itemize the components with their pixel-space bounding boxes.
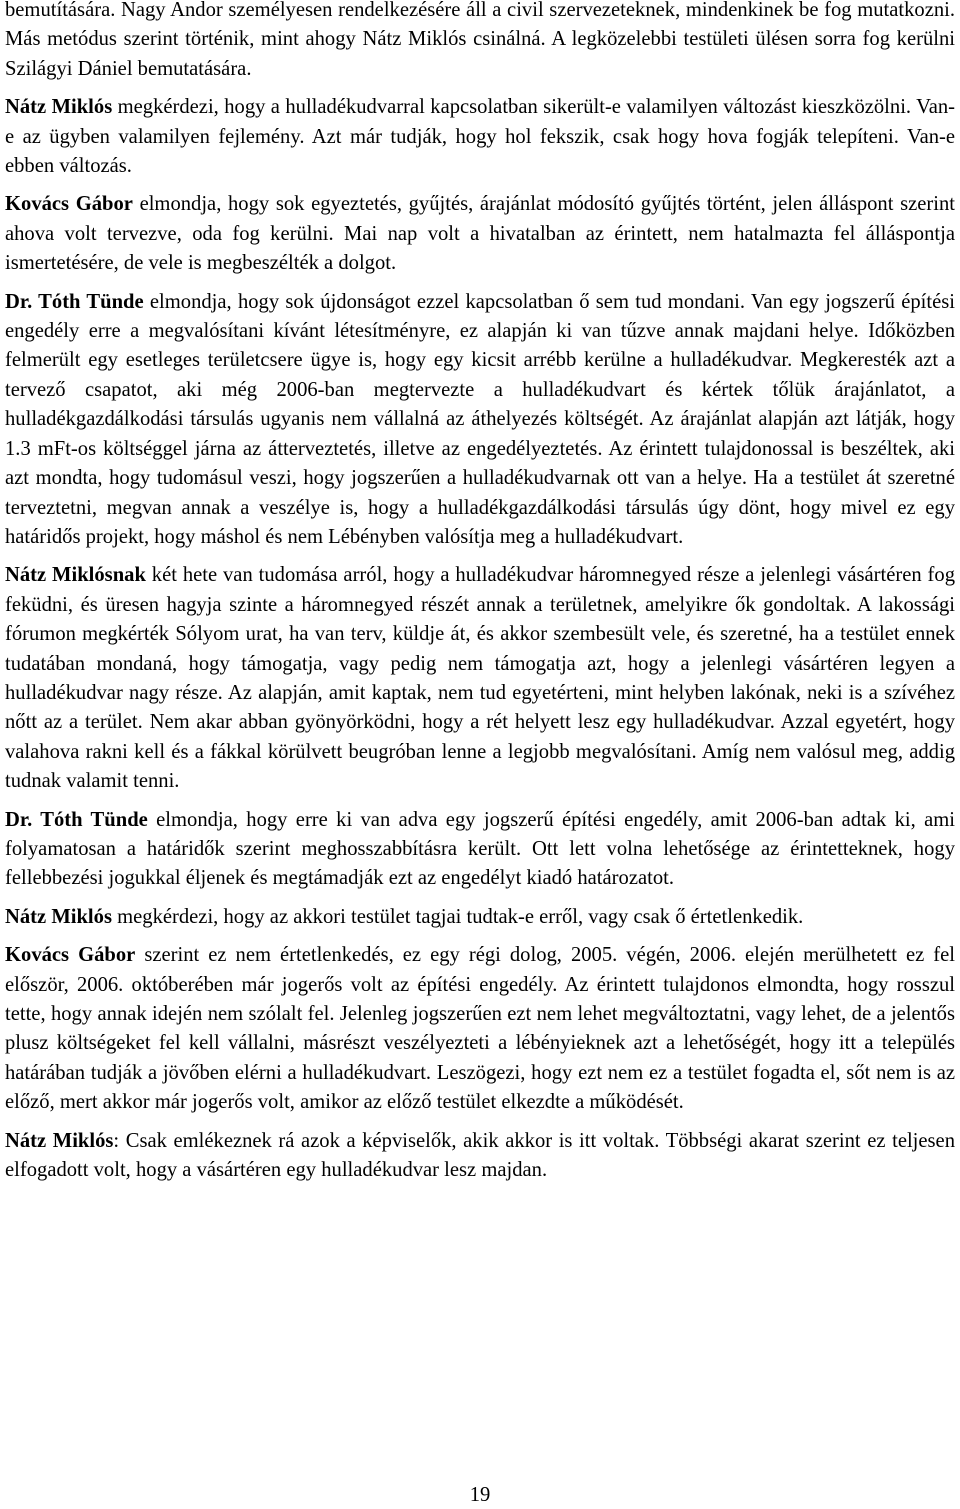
paragraph-text: két hete van tudomása arról, hogy a hulladékudvar háromnegyed része a jelenlegi vásártéren fog feküdni, és üresen hagyja szinte a háromnegyed részét annak a területnek, amelyikre ők gondoltak. A lakossági fórumon megkérték Sólyom urat, ha van terv, küldje át, és akkor szembesült vele, és szeretné, ha a testület ennek tudatában mondaná, hogy támogatja, vagy pedig nem támogatja azt, hogy a jelenlegi vásártéren legyen a hulladékudvar nagy része. Az alapján, amit kaptak, nem tud egyetérteni, mint helyben lakónak, neki is a szívéhez nőtt az a terület. Nem akar abban gyönyörködni, hogy a rét helyett lesz egy hulladékudvar. Azzal egyetért, hogy valahova rakni kell és a fákkal körülvett beugróban lenne a legjobb megvalósítani. Amíg nem valósul meg, addig tudnak valamit tenni. bbox=[5, 564, 955, 793]
paragraph-text: elmondja, hogy erre ki van adva egy jogszerű építési engedély, amit 2006-ban adtak ki, ami folyamatosan a határidők szerint meghosszabbításra került. Ott lett volna lehetősége az érintetteknek, hogy fellebbezési jogukkal éljenek és megtámadják ezt az engedélyt kiadó határozatot. bbox=[5, 808, 955, 890]
paragraph bbox=[5, 903, 955, 932]
paragraph-text: megkérdezi, hogy a hulladékudvarral kapcsolatban sikerült-e valamilyen változást kieszközölni. Van-e az ügyben valamilyen fejlemény. Azt már tudják, hogy hol fekszik, csak hogy hova fogják telepíteni. Van-e ebben változás. bbox=[5, 96, 955, 178]
speaker-name: Kovács Gábor bbox=[5, 944, 136, 967]
paragraph-text: szerint ez nem értetlenkedés, ez egy régi dolog, 2005. végén, 2006. elején merülhetett ez fel először, 2006. októberében már jogerős volt az építési engedély. Az érintett tulajdonos elmondta, hogy rosszul tette, hogy annak idején nem szólalt fel. Jelenleg jogszerűen ezt nem lehet megváltoztatni, vagy lehet, de a jelentős plusz költségeket fel kell vállalni, másrészt veszélyezteti a lébényieknek azt a lehetőségét, hogy itt a település határában tudják a jövőben elérni a hulladékudvart. Leszögezi, hogy ezt nem ez a testület fogadta el, sőt nem is az előző, mert akkor már jogerős volt, amikor az előző testület elkezdte a működését. bbox=[5, 944, 955, 1114]
speaker-name: Kovács Gábor bbox=[5, 193, 133, 216]
paragraph bbox=[5, 806, 955, 894]
speaker-name: Nátz Miklós bbox=[5, 1129, 114, 1152]
paragraph bbox=[5, 190, 955, 278]
paragraph bbox=[5, 561, 955, 796]
paragraph-text: megkérdezi, hogy az akkori testület tagjai tudtak-e erről, vagy csak ő értetlenkedik. bbox=[111, 905, 804, 928]
paragraph bbox=[5, 941, 955, 1117]
speaker-name: Nátz Miklósnak bbox=[5, 564, 146, 587]
speaker-name: Nátz Miklós bbox=[5, 905, 112, 928]
speaker-name: Dr. Tóth Tünde bbox=[5, 290, 144, 313]
speaker-name: Nátz Miklós bbox=[5, 96, 113, 119]
paragraph bbox=[5, 93, 955, 181]
document-page bbox=[5, 0, 955, 1194]
paragraph-text: : Csak emlékeznek rá azok a képviselők, akik akkor is itt voltak. Többségi akarat szerint ez teljesen elfogadott volt, hogy a vásártéren egy hulladékudvar lesz majdan. bbox=[5, 1129, 955, 1182]
paragraph-text: elmondja, hogy sok újdonságot ezzel kapcsolatban ő sem tud mondani. Van egy jogszerű építési engedély erre a megvalósítani kívánt létesítményre, ez alapján ki van tűzve annak majdani helye. Időközben felmerült egy esetleges területcsere ügye is, hogy egy kicsit arrébb kerülne a hulladékudvar. Megkeresték azt a tervező csapatot, aki még 2006-ban megtervezte a hulladékudvart és kértek tőlük árajánlatot, a hulladékgazdálkodási társulás ugyanis nem vállalná az áthelyezés költségét. Az árajánlat alapján azt látják, hogy 1.3 mFt-os költséggel járna az átterveztetés, illetve az engedélyeztetés. Az érintett tulajdonossal is beszéltek, aki azt mondta, hogy tudomásul veszi, hogy jogszerűen a hulladékudvarnak ott van a helye. Ha a testület át szeretné terveztetni, megvan annak a veszélye is, hogy a hulladékgazdálkodási társulás úgy dönt, hogy mivel ez egy határidős projekt, hogy máshol és nem Lébényben valósítja meg a hulladékudvart. bbox=[5, 290, 955, 548]
speaker-name: Dr. Tóth Tünde bbox=[5, 808, 148, 831]
page-number: 19 bbox=[469, 1484, 491, 1506]
paragraph bbox=[5, 288, 955, 553]
paragraph bbox=[5, 0, 955, 84]
paragraph-text: bemutítására. Nagy Andor személyesen rendelkezésére áll a civil szervezeteknek, mindenkinek be fog mutatkozni. Más metódus szerint történik, mint ahogy Nátz Miklós csinálná. A legközelebbi testületi ülésen sorra fog kerülni Szilágyi Dániel bemutatására. bbox=[5, 0, 955, 80]
paragraph bbox=[5, 1127, 955, 1186]
paragraph-text: elmondja, hogy sok egyeztetés, gyűjtés, árajánlat módosító gyűjtés történt, jelen álláspont szerint ahova volt tervezve, oda fog kerülni. Mai nap volt a hivatalban az érintett, nem hatalmazta fel álláspontja ismertetésére, de vele is megbeszélték a dolgot. bbox=[5, 193, 955, 275]
